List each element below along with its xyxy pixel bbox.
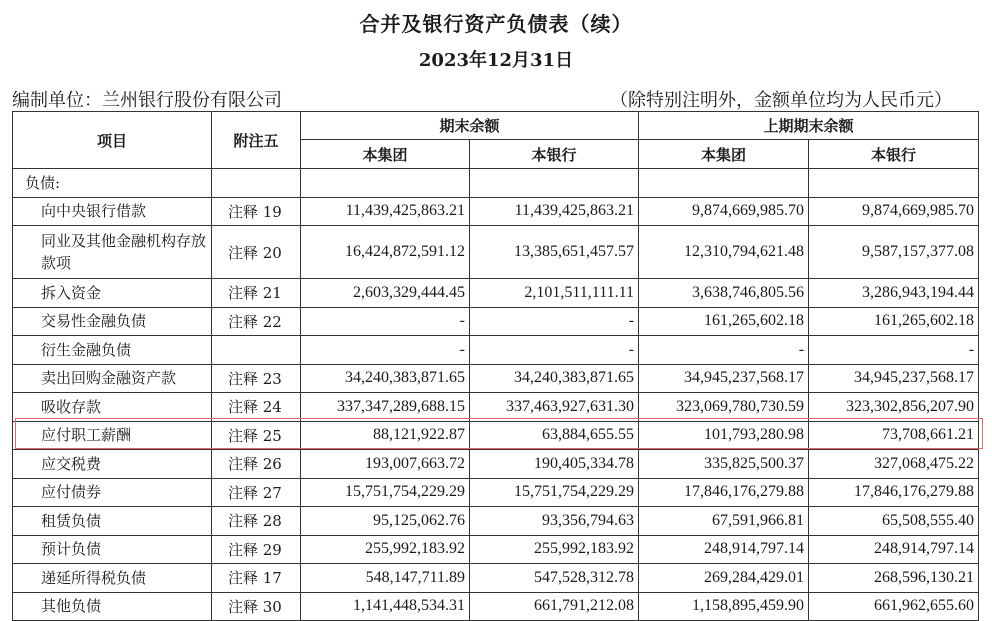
row-note (212, 336, 301, 365)
row-prior-group: 1,158,895,459.90 (639, 592, 809, 621)
row-prior-group: 3,638,746,805.56 (639, 279, 809, 308)
row-current-group: - (301, 307, 470, 336)
compiler-label: 编制单位：兰州银行股份有限公司 (12, 90, 282, 111)
row-current-bank: 11,439,425,863.21 (470, 197, 639, 226)
row-current-group: 337,347,289,688.15 (301, 393, 470, 422)
table-row (13, 364, 979, 393)
row-current-group: 1,141,448,534.31 (301, 592, 470, 621)
row-current-bank: 34,240,383,871.65 (470, 364, 639, 393)
column-header-note: 附注五 (212, 112, 301, 169)
column-header-current-bank: 本银行 (470, 140, 639, 169)
table-row (13, 336, 979, 365)
row-prior-bank: 323,302,856,207.90 (809, 393, 979, 422)
row-item: 应付职工薪酬 (13, 421, 212, 450)
row-current-bank: 190,405,334.78 (470, 450, 639, 479)
row-item: 租赁负债 (13, 507, 212, 536)
row-prior-bank: 661,962,655.60 (809, 592, 979, 621)
row-item: 应交税费 (13, 450, 212, 479)
table-row (13, 450, 979, 479)
row-prior-bank: 65,508,555.40 (809, 507, 979, 536)
column-group-prior: 上期期末余额 (639, 112, 979, 140)
row-current-bank: 337,463,927,631.30 (470, 393, 639, 422)
row-note: 注释 23 (212, 364, 301, 393)
row-prior-group: 17,846,176,279.88 (639, 478, 809, 507)
row-note: 注释 30 (212, 592, 301, 621)
row-note: 注释 29 (212, 535, 301, 564)
row-prior-bank: 17,846,176,279.88 (809, 478, 979, 507)
row-prior-group: 101,793,280.98 (639, 421, 809, 450)
row-current-group: 95,125,062.76 (301, 507, 470, 536)
table-row (13, 564, 979, 593)
row-note: 注释 22 (212, 307, 301, 336)
row-item: 同业及其他金融机构存放款项 (13, 226, 212, 279)
row-current-group: 34,240,383,871.65 (301, 364, 470, 393)
column-header-prior-group: 本集团 (639, 140, 809, 169)
row-item: 递延所得税负债 (13, 564, 212, 593)
row-note: 注释 17 (212, 564, 301, 593)
row-current-group: - (301, 336, 470, 365)
section-row (13, 169, 979, 198)
row-prior-group: 269,284,429.01 (639, 564, 809, 593)
row-note: 注释 26 (212, 450, 301, 479)
row-prior-group: 248,914,797.14 (639, 535, 809, 564)
row-current-bank: 13,385,651,457.57 (470, 226, 639, 279)
table-row (13, 226, 979, 279)
row-prior-group: 323,069,780,730.59 (639, 393, 809, 422)
row-current-bank: - (470, 307, 639, 336)
table-row (13, 535, 979, 564)
row-current-bank: 547,528,312.78 (470, 564, 639, 593)
unit-note: （除特别注明外，金额单位均为人民币元） (610, 90, 952, 111)
row-item: 拆入资金 (13, 279, 212, 308)
row-item: 预计负债 (13, 535, 212, 564)
row-prior-bank: 248,914,797.14 (809, 535, 979, 564)
column-header-current-group: 本集团 (301, 140, 470, 169)
table-row (13, 478, 979, 507)
row-prior-group: 12,310,794,621.48 (639, 226, 809, 279)
row-prior-group: 67,591,966.81 (639, 507, 809, 536)
report-date: 2023年12月31日 (418, 50, 574, 71)
row-prior-group: 9,874,669,985.70 (639, 197, 809, 226)
row-current-group: 2,603,329,444.45 (301, 279, 470, 308)
column-group-current: 期末余额 (301, 112, 639, 140)
table-row (13, 279, 979, 308)
row-item: 应付债券 (13, 478, 212, 507)
table-row (13, 592, 979, 621)
row-prior-bank: 9,874,669,985.70 (809, 197, 979, 226)
row-current-bank: 63,884,655.55 (470, 421, 639, 450)
row-item: 向中央银行借款 (13, 197, 212, 226)
row-item: 吸收存款 (13, 393, 212, 422)
row-prior-bank: 3,286,943,194.44 (809, 279, 979, 308)
row-current-group: 11,439,425,863.21 (301, 197, 470, 226)
row-prior-bank: 161,265,602.18 (809, 307, 979, 336)
column-header-prior-bank: 本银行 (809, 140, 979, 169)
table-row-highlighted (13, 421, 979, 450)
row-note: 注释 28 (212, 507, 301, 536)
row-note: 注释 25 (212, 421, 301, 450)
balance-sheet-table (12, 111, 979, 621)
row-current-group: 193,007,663.72 (301, 450, 470, 479)
table-row (13, 307, 979, 336)
row-note: 注释 20 (212, 226, 301, 279)
row-current-bank: 2,101,511,111.11 (470, 279, 639, 308)
row-note: 注释 27 (212, 478, 301, 507)
table-row (13, 197, 979, 226)
row-note: 注释 24 (212, 393, 301, 422)
row-current-group: 255,992,183.92 (301, 535, 470, 564)
row-current-group: 548,147,711.89 (301, 564, 470, 593)
row-prior-bank: 327,068,475.22 (809, 450, 979, 479)
row-current-group: 16,424,872,591.12 (301, 226, 470, 279)
row-current-group: 88,121,922.87 (301, 421, 470, 450)
row-prior-bank: 268,596,130.21 (809, 564, 979, 593)
row-item: 交易性金融负债 (13, 307, 212, 336)
table-row (13, 393, 979, 422)
row-note: 注释 19 (212, 197, 301, 226)
row-item: 衍生金融负债 (13, 336, 212, 365)
table-row (13, 507, 979, 536)
row-item: 卖出回购金融资产款 (13, 364, 212, 393)
row-prior-group: 335,825,500.37 (639, 450, 809, 479)
row-current-bank: 15,751,754,229.29 (470, 478, 639, 507)
row-note: 注释 21 (212, 279, 301, 308)
row-current-bank: 93,356,794.63 (470, 507, 639, 536)
row-prior-bank: - (809, 336, 979, 365)
row-prior-group: 34,945,237,568.17 (639, 364, 809, 393)
section-label: 负债: (13, 169, 212, 198)
row-prior-bank: 9,587,157,377.08 (809, 226, 979, 279)
row-item: 其他负债 (13, 592, 212, 621)
row-prior-bank: 34,945,237,568.17 (809, 364, 979, 393)
row-prior-bank: 73,708,661.21 (809, 421, 979, 450)
report-title: 合并及银行资产负债表（续） (359, 12, 633, 36)
row-current-bank: 255,992,183.92 (470, 535, 639, 564)
row-prior-group: 161,265,602.18 (639, 307, 809, 336)
row-current-group: 15,751,754,229.29 (301, 478, 470, 507)
row-prior-group: - (639, 336, 809, 365)
row-current-bank: - (470, 336, 639, 365)
column-header-item: 项目 (13, 112, 212, 169)
row-current-bank: 661,791,212.08 (470, 592, 639, 621)
